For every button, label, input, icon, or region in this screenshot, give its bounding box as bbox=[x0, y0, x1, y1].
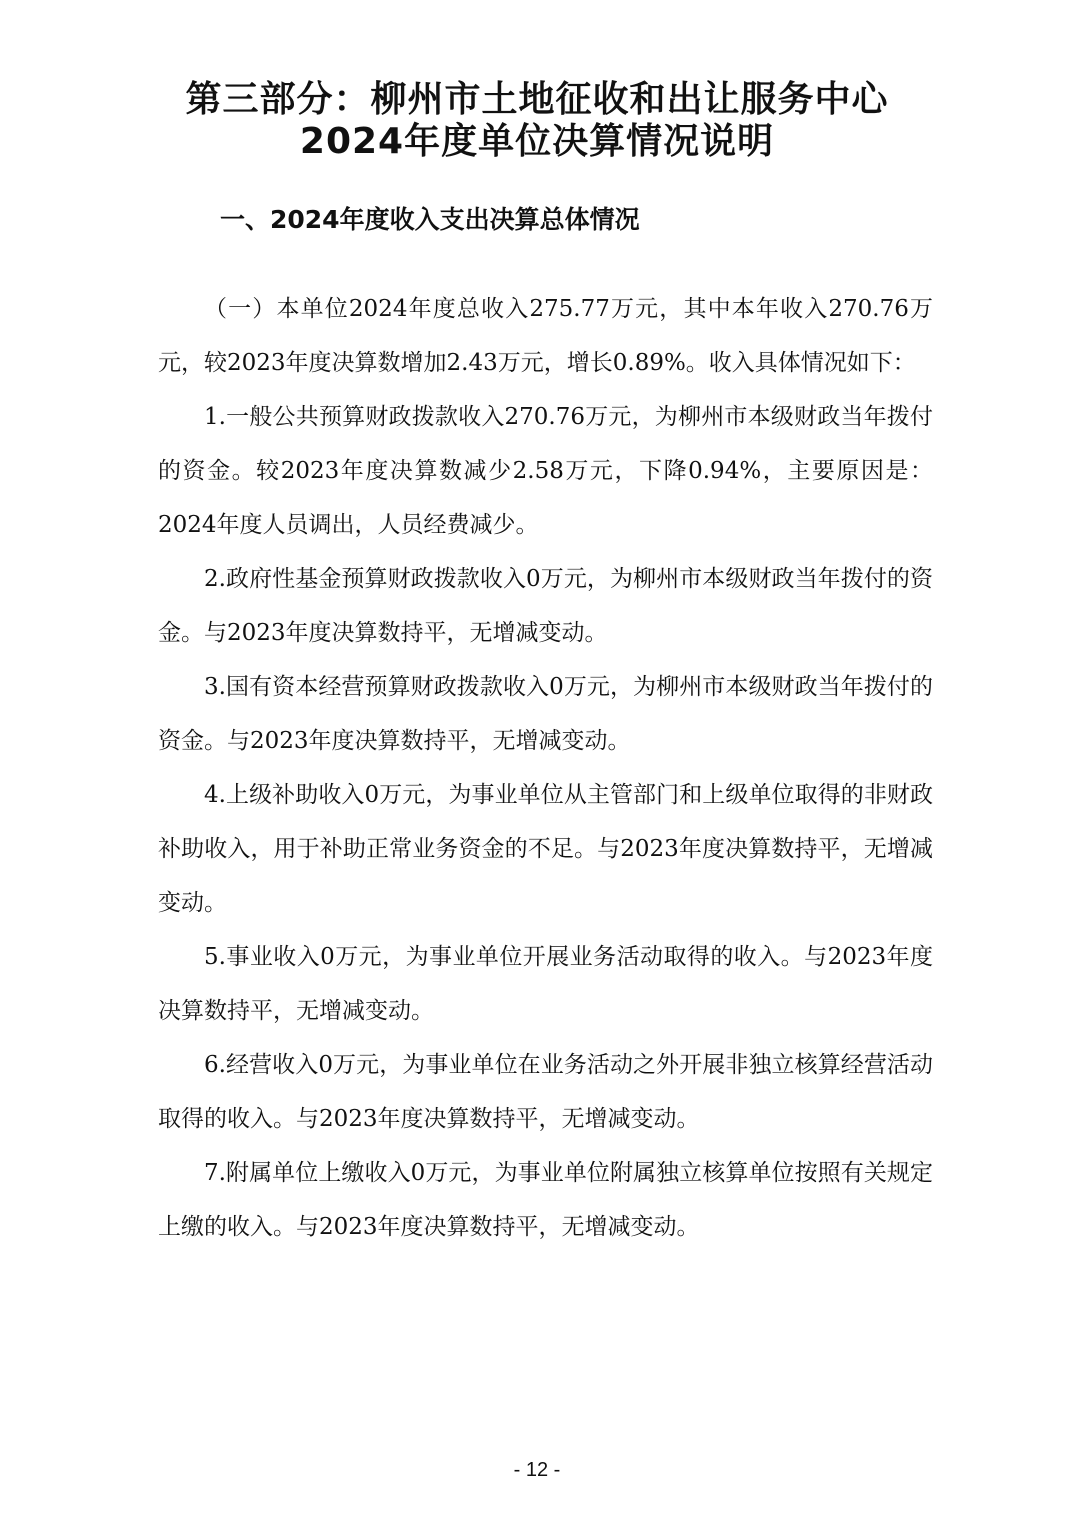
body-text bbox=[158, 282, 933, 1254]
paragraph-affiliated-income: 7.附属单位上缴收入0万元，为事业单位附属独立核算单位按照有关规定上缴的收入。与2023年度决算数持平，无增减变动。 bbox=[158, 1160, 933, 1240]
paragraph-superior-subsidy: 4.上级补助收入0万元，为事业单位从主管部门和上级单位取得的非财政补助收入，用于补助正常业务资金的不足。与2023年度决算数持平，无增减变动。 bbox=[158, 782, 933, 916]
paragraph-general-budget: 1.一般公共预算财政拨款收入270.76万元，为柳州市本级财政当年拨付的资金。较2023年度决算数减少2.58万元，下降0.94%，主要原因是：2024年度人员调出，人员经费减少。 bbox=[158, 404, 933, 538]
document-title-line-1: 第三部分：柳州市土地征收和出让服务中心 bbox=[185, 79, 889, 120]
section-heading: 一、2024年度收入支出决算总体情况 bbox=[220, 205, 640, 234]
document-title-line-2: 2024年度单位决算情况说明 bbox=[299, 121, 775, 162]
paragraph-state-capital: 3.国有资本经营预算财政拨款收入0万元，为柳州市本级财政当年拨付的资金。与2023年度决算数持平，无增减变动。 bbox=[158, 674, 933, 754]
paragraph-operating-income: 6.经营收入0万元，为事业单位在业务活动之外开展非独立核算经营活动取得的收入。与2023年度决算数持平，无增减变动。 bbox=[158, 1052, 933, 1132]
paragraph-government-fund: 2.政府性基金预算财政拨款收入0万元，为柳州市本级财政当年拨付的资金。与2023年度决算数持平，无增减变动。 bbox=[158, 566, 933, 646]
paragraph-total-income: （一）本单位2024年度总收入275.77万元，其中本年收入270.76万元，较2023年度决算数增加2.43万元，增长0.89%。收入具体情况如下： bbox=[158, 296, 933, 376]
page-number: - 12 - bbox=[513, 1459, 561, 1481]
paragraph-business-income: 5.事业收入0万元，为事业单位开展业务活动取得的收入。与2023年度决算数持平，无增减变动。 bbox=[158, 944, 933, 1024]
